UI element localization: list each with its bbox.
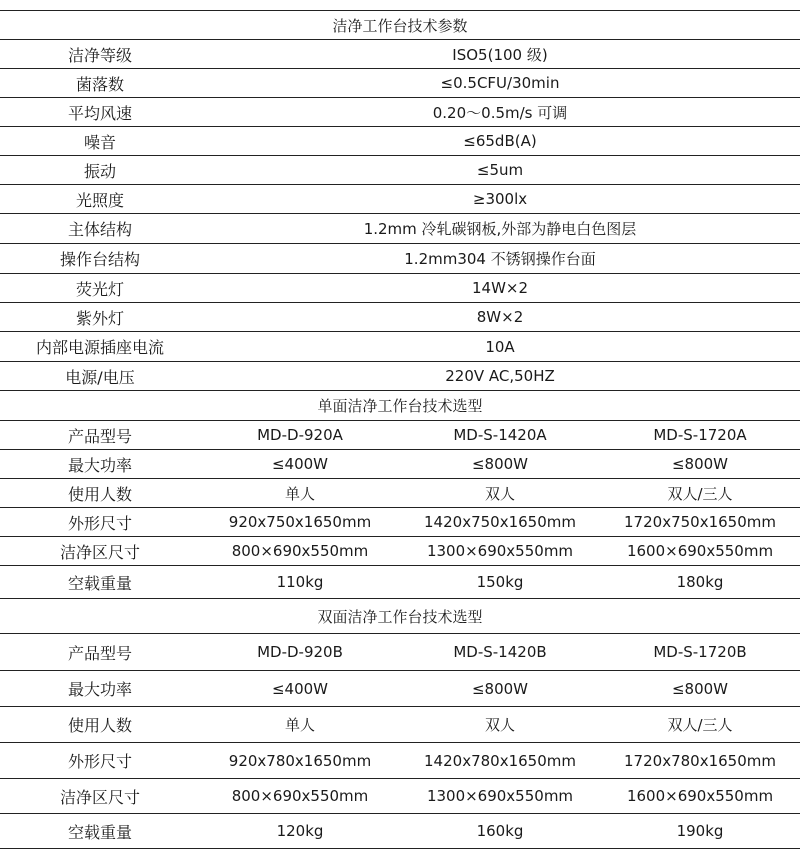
table-row bbox=[0, 69, 800, 98]
cell-value: 160kg bbox=[400, 814, 600, 849]
row-label: 最大功率 bbox=[0, 450, 200, 479]
cell-value: 180kg bbox=[600, 566, 800, 599]
cell-value: MD-S-1420B bbox=[400, 634, 600, 671]
table-row bbox=[0, 185, 800, 214]
cell-value: 单人 bbox=[200, 707, 400, 743]
single-title-row bbox=[0, 391, 800, 421]
table-row bbox=[0, 743, 800, 779]
cell-value: ≤800W bbox=[400, 450, 600, 479]
table-row bbox=[0, 127, 800, 156]
row-label: 主体结构 bbox=[0, 214, 200, 244]
cell-value: 1600×690x550mm bbox=[600, 537, 800, 566]
table-row bbox=[0, 450, 800, 479]
cell-value: 1600×690x550mm bbox=[600, 779, 800, 814]
table-row bbox=[0, 362, 800, 391]
spec-table bbox=[0, 10, 800, 849]
row-value: 220V AC,50HZ bbox=[200, 362, 800, 391]
cell-value: 920x750x1650mm bbox=[200, 508, 400, 537]
cell-value: 110kg bbox=[200, 566, 400, 599]
row-value: ≤5um bbox=[200, 156, 800, 185]
row-value: 14W×2 bbox=[200, 274, 800, 303]
row-label: 空载重量 bbox=[0, 814, 200, 849]
row-value: ≤0.5CFU/30min bbox=[200, 69, 800, 98]
row-label: 空载重量 bbox=[0, 566, 200, 599]
cell-value: MD-S-1420A bbox=[400, 421, 600, 450]
row-label: 使用人数 bbox=[0, 707, 200, 743]
cell-value: ≤800W bbox=[600, 671, 800, 707]
table-row bbox=[0, 814, 800, 849]
cell-value: ≤800W bbox=[400, 671, 600, 707]
table-row bbox=[0, 244, 800, 274]
row-label: 洁净区尺寸 bbox=[0, 537, 200, 566]
cell-value: 190kg bbox=[600, 814, 800, 849]
double-title-row bbox=[0, 599, 800, 634]
row-label: 光照度 bbox=[0, 185, 200, 214]
row-label: 噪音 bbox=[0, 127, 200, 156]
general-title: 洁净工作台技术参数 bbox=[0, 11, 800, 40]
cell-value: 150kg bbox=[400, 566, 600, 599]
cell-value: 1420x780x1650mm bbox=[400, 743, 600, 779]
row-value: 8W×2 bbox=[200, 303, 800, 332]
table-row bbox=[0, 98, 800, 127]
table-row bbox=[0, 671, 800, 707]
row-value: ISO5(100 级) bbox=[200, 40, 800, 69]
cell-value: MD-D-920A bbox=[200, 421, 400, 450]
single-title: 单面洁净工作台技术选型 bbox=[0, 391, 800, 421]
table-row bbox=[0, 537, 800, 566]
cell-value: MD-D-920B bbox=[200, 634, 400, 671]
cell-value: 1720x750x1650mm bbox=[600, 508, 800, 537]
row-label: 产品型号 bbox=[0, 421, 200, 450]
cell-value: 1420x750x1650mm bbox=[400, 508, 600, 537]
cell-value: 双人 bbox=[400, 479, 600, 508]
table-row bbox=[0, 332, 800, 362]
row-value: ≥300lx bbox=[200, 185, 800, 214]
cell-value: MD-S-1720A bbox=[600, 421, 800, 450]
cell-value: 双人/三人 bbox=[600, 479, 800, 508]
table-row bbox=[0, 634, 800, 671]
row-label: 洁净等级 bbox=[0, 40, 200, 69]
cell-value: 1300×690x550mm bbox=[400, 537, 600, 566]
table-row bbox=[0, 303, 800, 332]
row-label: 菌落数 bbox=[0, 69, 200, 98]
row-label: 洁净区尺寸 bbox=[0, 779, 200, 814]
cell-value: 双人/三人 bbox=[600, 707, 800, 743]
table-row bbox=[0, 156, 800, 185]
table-row bbox=[0, 274, 800, 303]
cell-value: 1720x780x1650mm bbox=[600, 743, 800, 779]
general-title-row bbox=[0, 11, 800, 40]
table-row bbox=[0, 707, 800, 743]
cell-value: 920x780x1650mm bbox=[200, 743, 400, 779]
double-title: 双面洁净工作台技术选型 bbox=[0, 599, 800, 634]
row-label: 最大功率 bbox=[0, 671, 200, 707]
row-value: 0.20～0.5m/s 可调 bbox=[200, 98, 800, 127]
row-label: 操作台结构 bbox=[0, 244, 200, 274]
cell-value: ≤400W bbox=[200, 450, 400, 479]
cell-value: 1300×690x550mm bbox=[400, 779, 600, 814]
table-row bbox=[0, 479, 800, 508]
row-value: ≤65dB(A) bbox=[200, 127, 800, 156]
row-label: 电源/电压 bbox=[0, 362, 200, 391]
cell-value: 单人 bbox=[200, 479, 400, 508]
table-row bbox=[0, 566, 800, 599]
row-label: 振动 bbox=[0, 156, 200, 185]
row-value: 1.2mm 冷轧碳钢板,外部为静电白色图层 bbox=[200, 214, 800, 244]
cell-value: MD-S-1720B bbox=[600, 634, 800, 671]
cell-value: 120kg bbox=[200, 814, 400, 849]
table-row bbox=[0, 508, 800, 537]
cell-value: ≤400W bbox=[200, 671, 400, 707]
row-label: 内部电源插座电流 bbox=[0, 332, 200, 362]
row-value: 10A bbox=[200, 332, 800, 362]
table-row bbox=[0, 779, 800, 814]
row-label: 荧光灯 bbox=[0, 274, 200, 303]
row-value: 1.2mm304 不锈钢操作台面 bbox=[200, 244, 800, 274]
row-label: 使用人数 bbox=[0, 479, 200, 508]
row-label: 平均风速 bbox=[0, 98, 200, 127]
row-label: 外形尺寸 bbox=[0, 743, 200, 779]
table-row bbox=[0, 40, 800, 69]
row-label: 外形尺寸 bbox=[0, 508, 200, 537]
cell-value: 800×690x550mm bbox=[200, 779, 400, 814]
cell-value: 800×690x550mm bbox=[200, 537, 400, 566]
cell-value: 双人 bbox=[400, 707, 600, 743]
table-row bbox=[0, 421, 800, 450]
row-label: 产品型号 bbox=[0, 634, 200, 671]
cell-value: ≤800W bbox=[600, 450, 800, 479]
row-label: 紫外灯 bbox=[0, 303, 200, 332]
table-row bbox=[0, 214, 800, 244]
